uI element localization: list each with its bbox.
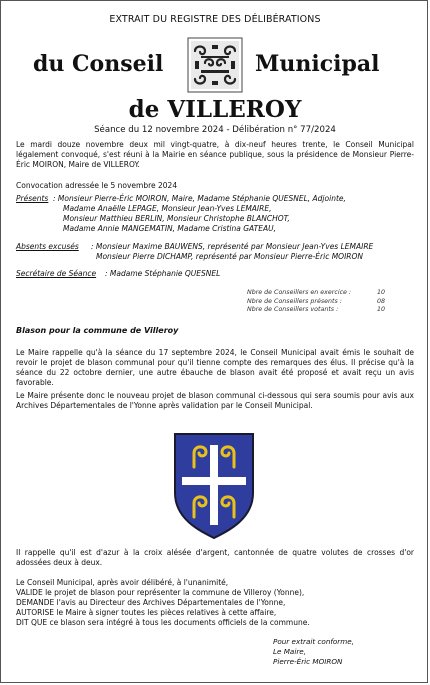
presents-label: Présents [16, 194, 49, 203]
count-row [247, 298, 385, 307]
seance-line: Séance du 12 novembre 2024 - Délibération n° 77/2024 [94, 125, 336, 135]
count-label: Nbre de Conseillers votants : [247, 306, 339, 313]
title-municipal: Municipal [255, 51, 380, 77]
signature-name: Pierre-Éric MOIRON [273, 657, 343, 666]
decision-verb: AUTORISE [16, 608, 55, 617]
intro-paragraph: Le mardi douze novembre deux mil vingt-quatre, à dix-neuf heures trente, le Conseil Municipal légalement convoqué, s'est réuni à la Mairie en séance publique, sous la présidence de Monsieur Pierre-Éric MOIRON, Maire de VILLEROY. [16, 140, 414, 169]
count-row [247, 289, 385, 298]
decision-intro: Le Conseil Municipal, après avoir délibéré, à l'unanimité, [16, 578, 229, 587]
decision-verb: VALIDE [16, 588, 43, 597]
decision-item [16, 588, 414, 598]
signature-line: Le Maire, [273, 647, 306, 656]
secretaire-text: : Madame Stéphanie QUESNEL [105, 269, 221, 278]
secretaire-label: Secrétaire de Séance [16, 269, 97, 278]
title-du-conseil: du Conseil [33, 51, 164, 77]
signature-line: Pour extrait conforme, [273, 637, 354, 646]
count-label: Nbre de Conseillers présents : [247, 297, 342, 305]
decision-verb: DEMANDE [16, 598, 55, 607]
decision-text: l'avis au Directeur des Archives Départementales de l'Yonne, [54, 598, 286, 607]
paragraph-1: Le Maire rappelle qu'à la séance du 17 septembre 2024, le Conseil Municipal avait émis le souhait de revoir le projet de blason communal pour qu'il tienne compte des remarques des élus. Il précise qu'à la séance du 22 octobre dernier, une autre ébauche de blason avait été proposé et avait reçu un avis favorable. [16, 348, 414, 387]
signature-block [273, 637, 354, 667]
title-de-villeroy: de VILLEROY [128, 96, 302, 123]
decision-item [16, 618, 414, 628]
count-row [247, 306, 385, 315]
town-logo [187, 37, 243, 93]
count-value: 10 [376, 306, 385, 313]
paragraph-2: Le Maire présente donc le nouveau projet de blason communal ci-dessous qui sera soumis pour avis aux Archives Départementales de l'Yonne après validation par le Conseil Municipal. [16, 391, 414, 410]
decision-text: ce blason sera intégré à tous les documents officiels de la commune. [47, 618, 310, 627]
presents-line-2: Madame Anaëlle LEPAGE, Monsieur Jean-Yves LEMAIRE, [63, 204, 272, 213]
count-value: 10 [376, 289, 385, 296]
section-title: Blason pour la commune de Villeroy [16, 326, 179, 335]
decision-text: le projet de blason pour représenter la commune de Villeroy (Yonne), [42, 588, 305, 597]
blason-shield [172, 431, 256, 541]
decision-item [16, 598, 414, 608]
document-heading: EXTRAIT DU REGISTRE DES DÉLIBÉRATIONS [109, 14, 321, 25]
counts-block [247, 289, 385, 315]
presents-line-4: Madame Annie MANGEMATIN, Madame Cristina GATEAU, [63, 224, 276, 233]
count-value: 08 [376, 297, 385, 305]
decision-text: le Maire à signer toutes les pièces relatives à cette affaire, [54, 608, 277, 617]
absents-label: Absents excusés [16, 242, 79, 251]
presents-line-1: : Monsieur Pierre-Éric MOIRON, Maire, Madame Stéphanie QUESNEL, Adjointe, [53, 194, 346, 203]
absents-line-2: Monsieur Pierre DICHAMP, représenté par Monsieur Pierre-Éric MOIRON [96, 252, 364, 261]
decision-block [16, 578, 414, 628]
decision-item [16, 608, 414, 618]
decision-verb: DIT QUE [16, 618, 48, 627]
blason-description: Il rappelle qu'il est d'azur à la croix alésée d'argent, cantonnée de quatre volutes de crosses d'or adossées deux à deux. [16, 548, 414, 567]
absents-line-1: : Monsieur Maxime BAUWENS, représenté par Monsieur Jean-Yves LEMAIRE [91, 242, 374, 251]
presents-line-3: Monsieur Matthieu BERLIN, Monsieur Christophe BLANCHOT, [63, 214, 290, 223]
convocation-line: Convocation adressée le 5 novembre 2024 [16, 181, 178, 190]
count-label: Nbre de Conseillers en exercice : [247, 289, 352, 296]
